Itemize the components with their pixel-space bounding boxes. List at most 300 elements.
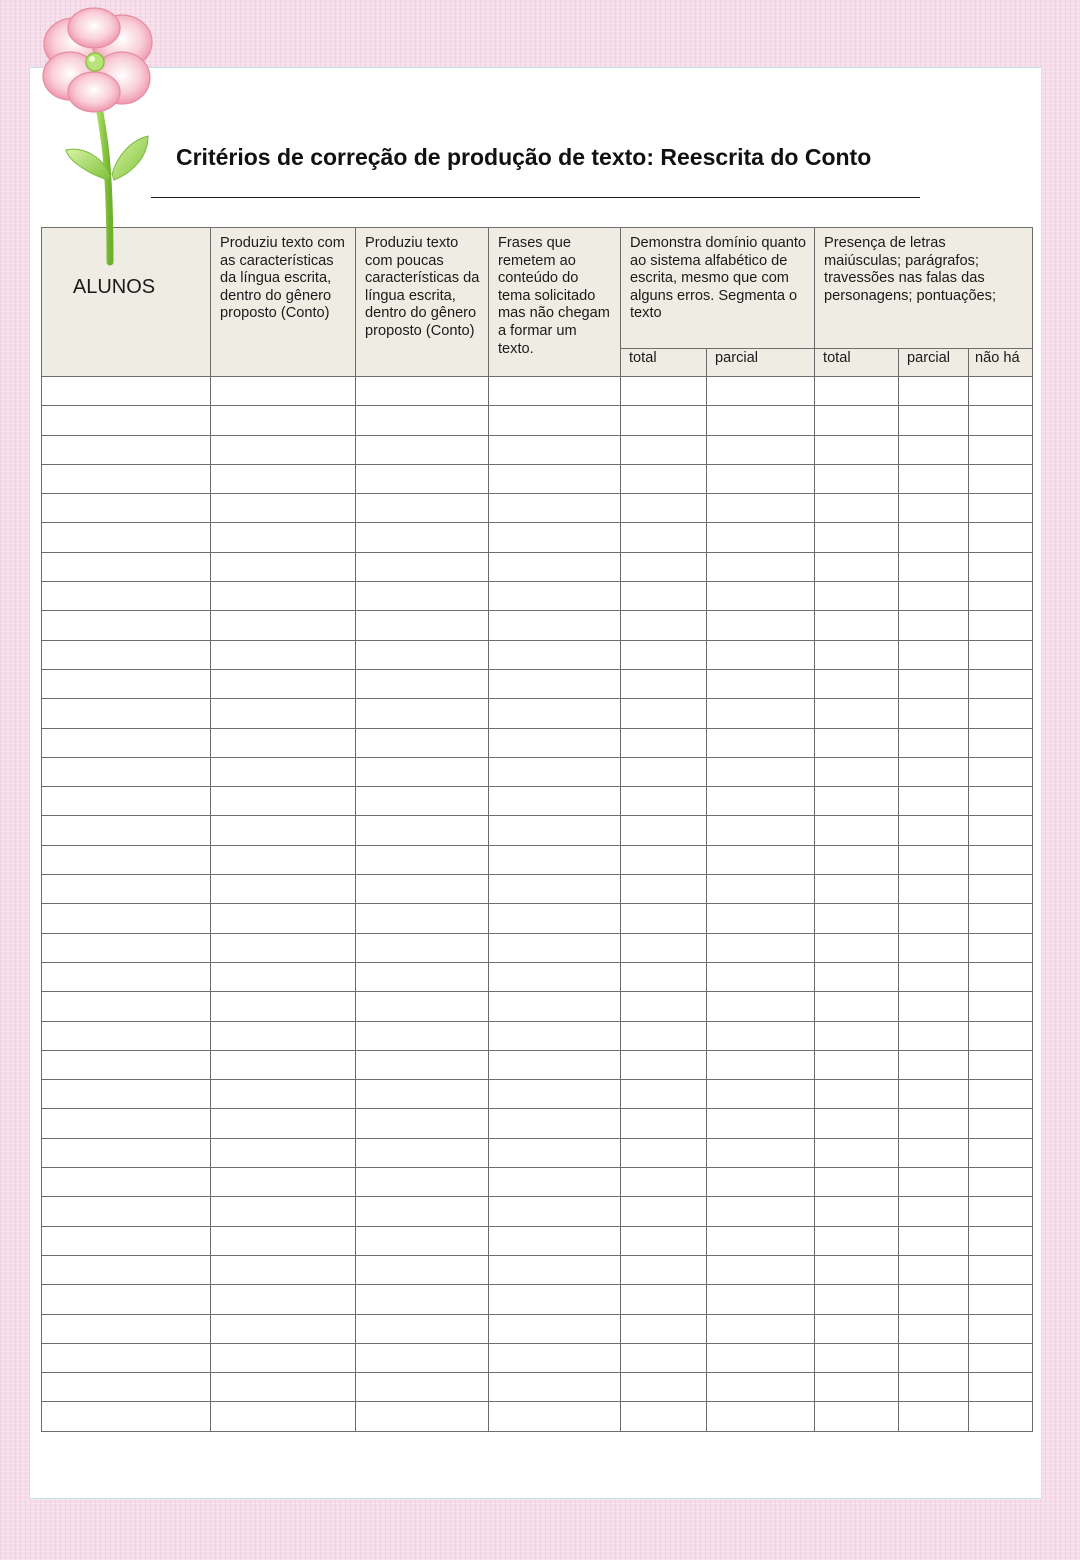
score-cell[interactable]	[211, 1402, 356, 1431]
score-cell[interactable]	[489, 1168, 621, 1197]
score-cell[interactable]	[621, 1255, 707, 1284]
score-cell[interactable]	[707, 640, 815, 669]
score-cell[interactable]	[815, 1343, 899, 1372]
score-cell[interactable]	[707, 552, 815, 581]
score-cell[interactable]	[969, 640, 1033, 669]
score-cell[interactable]	[707, 1343, 815, 1372]
score-cell[interactable]	[211, 1197, 356, 1226]
score-cell[interactable]	[815, 406, 899, 435]
score-cell[interactable]	[211, 904, 356, 933]
student-name-cell[interactable]	[42, 1168, 211, 1197]
score-cell[interactable]	[969, 1138, 1033, 1167]
score-cell[interactable]	[211, 1314, 356, 1343]
score-cell[interactable]	[621, 787, 707, 816]
student-name-cell[interactable]	[42, 611, 211, 640]
score-cell[interactable]	[969, 1021, 1033, 1050]
score-cell[interactable]	[707, 494, 815, 523]
score-cell[interactable]	[969, 494, 1033, 523]
score-cell[interactable]	[815, 845, 899, 874]
score-cell[interactable]	[621, 1168, 707, 1197]
score-cell[interactable]	[356, 787, 489, 816]
score-cell[interactable]	[621, 1285, 707, 1314]
score-cell[interactable]	[621, 816, 707, 845]
student-name-cell[interactable]	[42, 1314, 211, 1343]
score-cell[interactable]	[707, 904, 815, 933]
score-cell[interactable]	[356, 1138, 489, 1167]
score-cell[interactable]	[621, 523, 707, 552]
score-cell[interactable]	[815, 1285, 899, 1314]
student-name-cell[interactable]	[42, 845, 211, 874]
student-name-cell[interactable]	[42, 1343, 211, 1372]
score-cell[interactable]	[899, 699, 969, 728]
score-cell[interactable]	[815, 552, 899, 581]
score-cell[interactable]	[815, 816, 899, 845]
score-cell[interactable]	[489, 933, 621, 962]
score-cell[interactable]	[707, 1168, 815, 1197]
student-name-cell[interactable]	[42, 875, 211, 904]
score-cell[interactable]	[621, 757, 707, 786]
student-name-cell[interactable]	[42, 640, 211, 669]
score-cell[interactable]	[969, 1050, 1033, 1079]
score-cell[interactable]	[211, 1255, 356, 1284]
score-cell[interactable]	[489, 1373, 621, 1402]
score-cell[interactable]	[707, 757, 815, 786]
score-cell[interactable]	[211, 787, 356, 816]
score-cell[interactable]	[899, 640, 969, 669]
score-cell[interactable]	[621, 1138, 707, 1167]
score-cell[interactable]	[489, 875, 621, 904]
score-cell[interactable]	[356, 1226, 489, 1255]
student-name-cell[interactable]	[42, 816, 211, 845]
score-cell[interactable]	[899, 435, 969, 464]
score-cell[interactable]	[489, 699, 621, 728]
score-cell[interactable]	[899, 1402, 969, 1431]
score-cell[interactable]	[815, 1050, 899, 1079]
score-cell[interactable]	[211, 816, 356, 845]
score-cell[interactable]	[356, 523, 489, 552]
score-cell[interactable]	[899, 494, 969, 523]
score-cell[interactable]	[211, 1138, 356, 1167]
score-cell[interactable]	[489, 1138, 621, 1167]
student-name-cell[interactable]	[42, 1226, 211, 1255]
score-cell[interactable]	[969, 992, 1033, 1021]
score-cell[interactable]	[489, 1285, 621, 1314]
student-name-cell[interactable]	[42, 992, 211, 1021]
score-cell[interactable]	[489, 1343, 621, 1372]
score-cell[interactable]	[815, 992, 899, 1021]
score-cell[interactable]	[211, 523, 356, 552]
score-cell[interactable]	[969, 582, 1033, 611]
score-cell[interactable]	[621, 992, 707, 1021]
score-cell[interactable]	[707, 1138, 815, 1167]
score-cell[interactable]	[707, 1080, 815, 1109]
score-cell[interactable]	[356, 1080, 489, 1109]
score-cell[interactable]	[969, 816, 1033, 845]
score-cell[interactable]	[356, 1285, 489, 1314]
score-cell[interactable]	[899, 1255, 969, 1284]
score-cell[interactable]	[489, 435, 621, 464]
score-cell[interactable]	[969, 669, 1033, 698]
score-cell[interactable]	[969, 406, 1033, 435]
score-cell[interactable]	[707, 1373, 815, 1402]
score-cell[interactable]	[969, 1255, 1033, 1284]
score-cell[interactable]	[815, 1255, 899, 1284]
score-cell[interactable]	[969, 962, 1033, 991]
score-cell[interactable]	[621, 406, 707, 435]
score-cell[interactable]	[969, 875, 1033, 904]
score-cell[interactable]	[621, 1109, 707, 1138]
student-name-cell[interactable]	[42, 377, 211, 406]
score-cell[interactable]	[211, 1168, 356, 1197]
score-cell[interactable]	[815, 377, 899, 406]
student-name-cell[interactable]	[42, 1255, 211, 1284]
score-cell[interactable]	[356, 992, 489, 1021]
score-cell[interactable]	[489, 1314, 621, 1343]
score-cell[interactable]	[899, 1021, 969, 1050]
score-cell[interactable]	[356, 962, 489, 991]
student-name-cell[interactable]	[42, 494, 211, 523]
score-cell[interactable]	[707, 845, 815, 874]
score-cell[interactable]	[621, 699, 707, 728]
score-cell[interactable]	[356, 377, 489, 406]
student-name-cell[interactable]	[42, 933, 211, 962]
score-cell[interactable]	[815, 1080, 899, 1109]
score-cell[interactable]	[489, 1021, 621, 1050]
score-cell[interactable]	[969, 464, 1033, 493]
score-cell[interactable]	[211, 1021, 356, 1050]
score-cell[interactable]	[211, 611, 356, 640]
score-cell[interactable]	[621, 1226, 707, 1255]
score-cell[interactable]	[211, 1285, 356, 1314]
score-cell[interactable]	[707, 1050, 815, 1079]
score-cell[interactable]	[969, 904, 1033, 933]
score-cell[interactable]	[707, 1402, 815, 1431]
score-cell[interactable]	[707, 406, 815, 435]
score-cell[interactable]	[815, 435, 899, 464]
student-name-cell[interactable]	[42, 435, 211, 464]
score-cell[interactable]	[707, 933, 815, 962]
score-cell[interactable]	[707, 523, 815, 552]
score-cell[interactable]	[621, 582, 707, 611]
score-cell[interactable]	[621, 640, 707, 669]
score-cell[interactable]	[489, 1197, 621, 1226]
score-cell[interactable]	[899, 582, 969, 611]
student-name-cell[interactable]	[42, 582, 211, 611]
student-name-cell[interactable]	[42, 464, 211, 493]
score-cell[interactable]	[815, 1373, 899, 1402]
score-cell[interactable]	[356, 1402, 489, 1431]
score-cell[interactable]	[211, 552, 356, 581]
score-cell[interactable]	[815, 1314, 899, 1343]
score-cell[interactable]	[899, 1226, 969, 1255]
score-cell[interactable]	[969, 1109, 1033, 1138]
score-cell[interactable]	[707, 611, 815, 640]
score-cell[interactable]	[815, 699, 899, 728]
score-cell[interactable]	[707, 669, 815, 698]
score-cell[interactable]	[211, 962, 356, 991]
score-cell[interactable]	[356, 1343, 489, 1372]
score-cell[interactable]	[707, 699, 815, 728]
score-cell[interactable]	[969, 1402, 1033, 1431]
student-name-cell[interactable]	[42, 728, 211, 757]
score-cell[interactable]	[621, 464, 707, 493]
score-cell[interactable]	[969, 1226, 1033, 1255]
score-cell[interactable]	[489, 1080, 621, 1109]
score-cell[interactable]	[621, 845, 707, 874]
score-cell[interactable]	[815, 582, 899, 611]
score-cell[interactable]	[899, 1343, 969, 1372]
score-cell[interactable]	[899, 904, 969, 933]
score-cell[interactable]	[356, 757, 489, 786]
score-cell[interactable]	[621, 728, 707, 757]
score-cell[interactable]	[899, 1197, 969, 1226]
score-cell[interactable]	[899, 1050, 969, 1079]
score-cell[interactable]	[211, 582, 356, 611]
score-cell[interactable]	[489, 1255, 621, 1284]
score-cell[interactable]	[969, 435, 1033, 464]
score-cell[interactable]	[815, 1402, 899, 1431]
score-cell[interactable]	[899, 962, 969, 991]
student-name-cell[interactable]	[42, 1138, 211, 1167]
student-name-cell[interactable]	[42, 1285, 211, 1314]
score-cell[interactable]	[969, 611, 1033, 640]
score-cell[interactable]	[707, 728, 815, 757]
score-cell[interactable]	[211, 1050, 356, 1079]
student-name-cell[interactable]	[42, 904, 211, 933]
score-cell[interactable]	[489, 816, 621, 845]
score-cell[interactable]	[356, 1109, 489, 1138]
score-cell[interactable]	[356, 1050, 489, 1079]
score-cell[interactable]	[356, 464, 489, 493]
score-cell[interactable]	[356, 1373, 489, 1402]
score-cell[interactable]	[815, 875, 899, 904]
score-cell[interactable]	[356, 611, 489, 640]
student-name-cell[interactable]	[42, 699, 211, 728]
score-cell[interactable]	[356, 1314, 489, 1343]
score-cell[interactable]	[621, 1050, 707, 1079]
score-cell[interactable]	[899, 1373, 969, 1402]
score-cell[interactable]	[815, 494, 899, 523]
score-cell[interactable]	[969, 728, 1033, 757]
score-cell[interactable]	[899, 816, 969, 845]
score-cell[interactable]	[356, 904, 489, 933]
score-cell[interactable]	[489, 377, 621, 406]
score-cell[interactable]	[899, 523, 969, 552]
score-cell[interactable]	[899, 933, 969, 962]
score-cell[interactable]	[815, 1021, 899, 1050]
score-cell[interactable]	[707, 1226, 815, 1255]
score-cell[interactable]	[489, 640, 621, 669]
score-cell[interactable]	[356, 1021, 489, 1050]
score-cell[interactable]	[815, 1168, 899, 1197]
score-cell[interactable]	[815, 1138, 899, 1167]
score-cell[interactable]	[211, 699, 356, 728]
score-cell[interactable]	[969, 1314, 1033, 1343]
score-cell[interactable]	[969, 1373, 1033, 1402]
score-cell[interactable]	[899, 1138, 969, 1167]
score-cell[interactable]	[356, 406, 489, 435]
score-cell[interactable]	[815, 611, 899, 640]
score-cell[interactable]	[815, 523, 899, 552]
score-cell[interactable]	[489, 611, 621, 640]
score-cell[interactable]	[969, 699, 1033, 728]
score-cell[interactable]	[815, 904, 899, 933]
student-name-cell[interactable]	[42, 523, 211, 552]
score-cell[interactable]	[707, 992, 815, 1021]
score-cell[interactable]	[489, 464, 621, 493]
score-cell[interactable]	[356, 494, 489, 523]
score-cell[interactable]	[356, 875, 489, 904]
score-cell[interactable]	[899, 787, 969, 816]
score-cell[interactable]	[489, 992, 621, 1021]
score-cell[interactable]	[969, 1285, 1033, 1314]
student-name-cell[interactable]	[42, 669, 211, 698]
score-cell[interactable]	[969, 845, 1033, 874]
score-cell[interactable]	[815, 962, 899, 991]
score-cell[interactable]	[969, 523, 1033, 552]
score-cell[interactable]	[899, 669, 969, 698]
score-cell[interactable]	[489, 669, 621, 698]
student-name-cell[interactable]	[42, 1080, 211, 1109]
score-cell[interactable]	[621, 669, 707, 698]
score-cell[interactable]	[211, 1080, 356, 1109]
score-cell[interactable]	[815, 787, 899, 816]
score-cell[interactable]	[489, 552, 621, 581]
score-cell[interactable]	[707, 1314, 815, 1343]
score-cell[interactable]	[621, 494, 707, 523]
score-cell[interactable]	[707, 1255, 815, 1284]
score-cell[interactable]	[621, 1021, 707, 1050]
score-cell[interactable]	[815, 933, 899, 962]
score-cell[interactable]	[899, 1168, 969, 1197]
score-cell[interactable]	[621, 377, 707, 406]
score-cell[interactable]	[899, 1285, 969, 1314]
score-cell[interactable]	[815, 1226, 899, 1255]
student-name-cell[interactable]	[42, 406, 211, 435]
score-cell[interactable]	[211, 1226, 356, 1255]
score-cell[interactable]	[815, 669, 899, 698]
score-cell[interactable]	[489, 757, 621, 786]
score-cell[interactable]	[899, 728, 969, 757]
student-name-cell[interactable]	[42, 1197, 211, 1226]
score-cell[interactable]	[969, 757, 1033, 786]
score-cell[interactable]	[356, 1197, 489, 1226]
score-cell[interactable]	[899, 1080, 969, 1109]
score-cell[interactable]	[489, 523, 621, 552]
score-cell[interactable]	[969, 1080, 1033, 1109]
score-cell[interactable]	[815, 728, 899, 757]
score-cell[interactable]	[211, 640, 356, 669]
score-cell[interactable]	[707, 464, 815, 493]
score-cell[interactable]	[815, 1197, 899, 1226]
score-cell[interactable]	[815, 1109, 899, 1138]
score-cell[interactable]	[899, 992, 969, 1021]
score-cell[interactable]	[815, 757, 899, 786]
score-cell[interactable]	[621, 875, 707, 904]
score-cell[interactable]	[621, 1197, 707, 1226]
score-cell[interactable]	[899, 552, 969, 581]
score-cell[interactable]	[211, 1373, 356, 1402]
score-cell[interactable]	[621, 904, 707, 933]
score-cell[interactable]	[211, 435, 356, 464]
score-cell[interactable]	[211, 464, 356, 493]
score-cell[interactable]	[489, 494, 621, 523]
score-cell[interactable]	[707, 1197, 815, 1226]
score-cell[interactable]	[211, 406, 356, 435]
student-name-cell[interactable]	[42, 1402, 211, 1431]
student-name-cell[interactable]	[42, 962, 211, 991]
score-cell[interactable]	[621, 933, 707, 962]
score-cell[interactable]	[707, 1021, 815, 1050]
score-cell[interactable]	[969, 933, 1033, 962]
student-name-cell[interactable]	[42, 787, 211, 816]
score-cell[interactable]	[621, 962, 707, 991]
score-cell[interactable]	[621, 1314, 707, 1343]
score-cell[interactable]	[707, 1285, 815, 1314]
score-cell[interactable]	[707, 582, 815, 611]
score-cell[interactable]	[969, 787, 1033, 816]
score-cell[interactable]	[211, 757, 356, 786]
score-cell[interactable]	[211, 875, 356, 904]
score-cell[interactable]	[899, 1314, 969, 1343]
score-cell[interactable]	[211, 845, 356, 874]
score-cell[interactable]	[489, 845, 621, 874]
score-cell[interactable]	[211, 377, 356, 406]
score-cell[interactable]	[356, 435, 489, 464]
score-cell[interactable]	[707, 1109, 815, 1138]
score-cell[interactable]	[356, 728, 489, 757]
score-cell[interactable]	[621, 435, 707, 464]
score-cell[interactable]	[489, 1226, 621, 1255]
student-name-cell[interactable]	[42, 1021, 211, 1050]
score-cell[interactable]	[489, 904, 621, 933]
score-cell[interactable]	[489, 1050, 621, 1079]
score-cell[interactable]	[356, 1168, 489, 1197]
score-cell[interactable]	[211, 933, 356, 962]
score-cell[interactable]	[356, 699, 489, 728]
score-cell[interactable]	[899, 611, 969, 640]
student-name-cell[interactable]	[42, 552, 211, 581]
score-cell[interactable]	[621, 1080, 707, 1109]
score-cell[interactable]	[707, 377, 815, 406]
score-cell[interactable]	[489, 406, 621, 435]
score-cell[interactable]	[356, 552, 489, 581]
score-cell[interactable]	[489, 962, 621, 991]
score-cell[interactable]	[489, 1402, 621, 1431]
score-cell[interactable]	[621, 552, 707, 581]
score-cell[interactable]	[815, 640, 899, 669]
score-cell[interactable]	[211, 494, 356, 523]
score-cell[interactable]	[211, 1109, 356, 1138]
score-cell[interactable]	[489, 1109, 621, 1138]
score-cell[interactable]	[356, 1255, 489, 1284]
student-name-cell[interactable]	[42, 1109, 211, 1138]
score-cell[interactable]	[707, 435, 815, 464]
score-cell[interactable]	[211, 669, 356, 698]
score-cell[interactable]	[356, 640, 489, 669]
score-cell[interactable]	[899, 845, 969, 874]
score-cell[interactable]	[489, 728, 621, 757]
score-cell[interactable]	[621, 1373, 707, 1402]
score-cell[interactable]	[899, 757, 969, 786]
score-cell[interactable]	[969, 1343, 1033, 1372]
score-cell[interactable]	[489, 787, 621, 816]
score-cell[interactable]	[211, 728, 356, 757]
score-cell[interactable]	[621, 1402, 707, 1431]
score-cell[interactable]	[969, 1168, 1033, 1197]
score-cell[interactable]	[356, 582, 489, 611]
score-cell[interactable]	[621, 1343, 707, 1372]
